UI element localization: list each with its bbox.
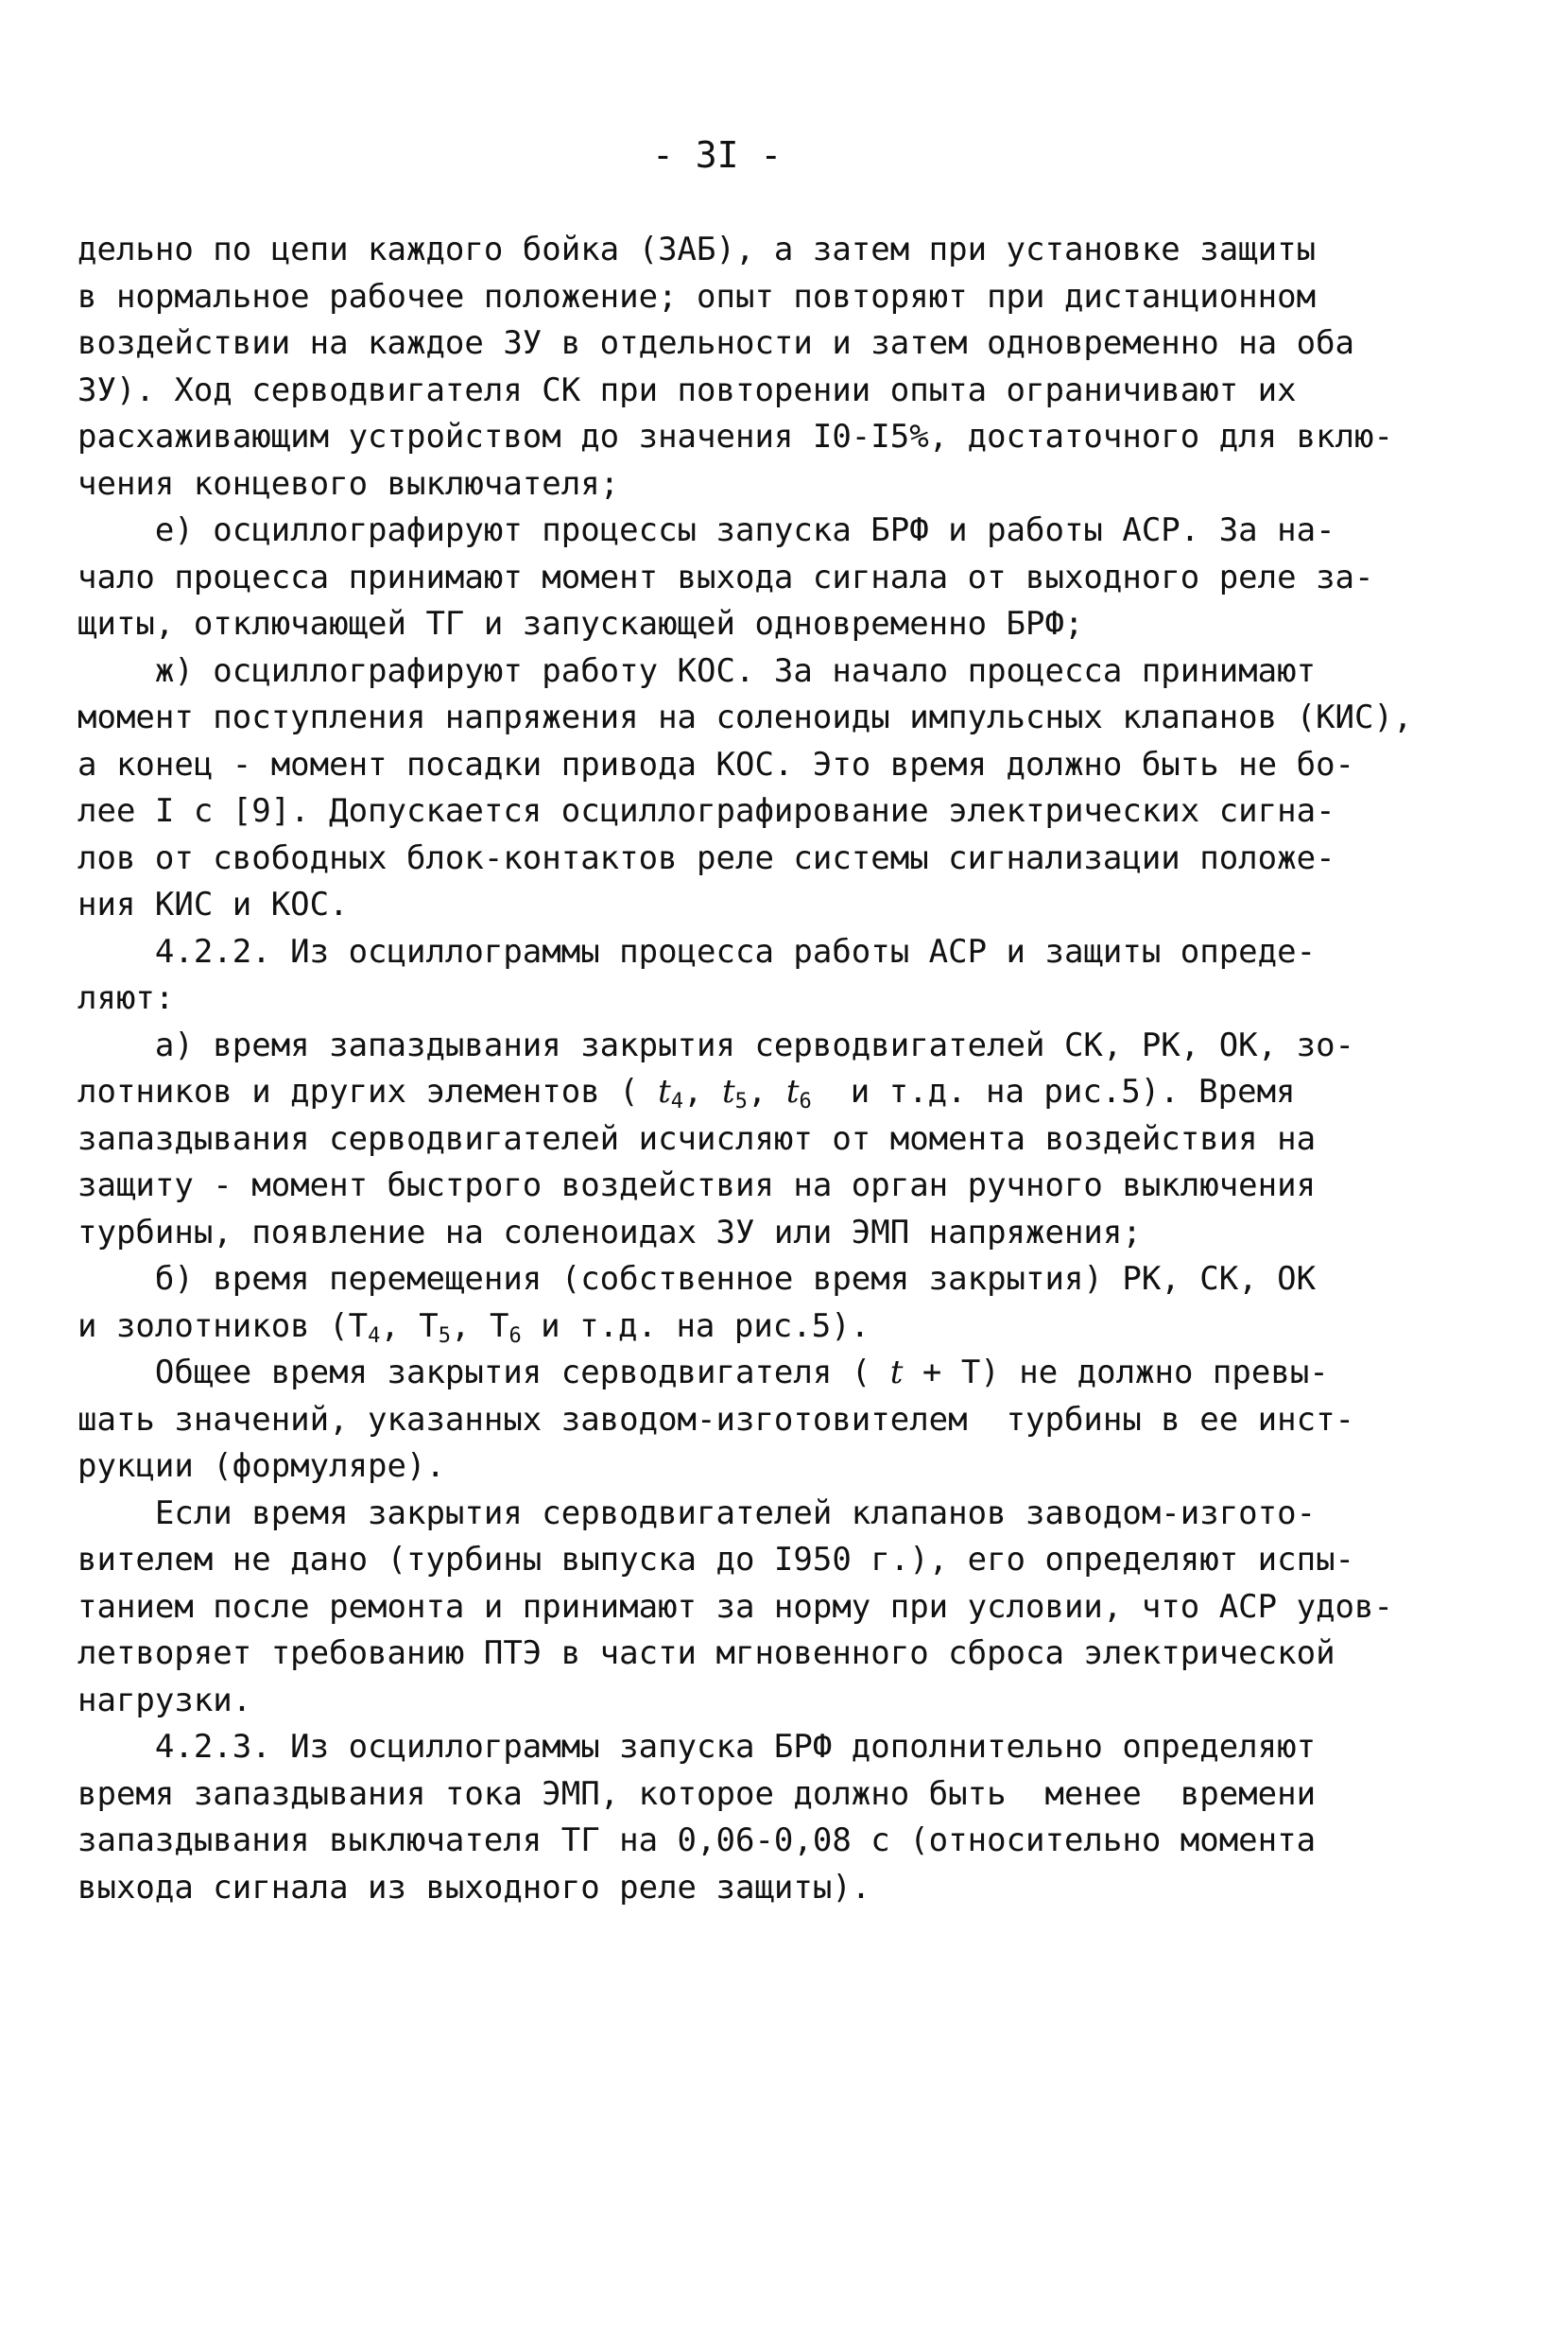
text-line: в нормальное рабочее положение; опыт повторяют при дистанционном — [78, 277, 1317, 316]
text-line: запаздывания выключателя ТГ на 0,06-0,08 с (относительно момента — [78, 1821, 1317, 1859]
t-subscript: 5 — [734, 1090, 748, 1113]
text-line: лее I с [9]. Допускается осциллографирование электрических сигна- — [78, 792, 1335, 830]
text-line: 4.2.3. Из осциллограммы запуска БРФ дополнительно определяют — [78, 1728, 1317, 1766]
text-line: лов от свободных блок-контактов реле системы сигнализации положе- — [78, 838, 1335, 877]
t-symbol: t — [658, 1073, 671, 1111]
text-fragment: Общее время закрытия серводвигателя ( — [78, 1354, 890, 1391]
T-subscript: 6 — [508, 1323, 522, 1348]
text-line: чения концевого выключателя; — [78, 464, 620, 503]
text-line: рукции (формуляре). — [78, 1447, 445, 1485]
text-line: момент поступления напряжения на соленоиды импульсных клапанов (КИС), — [78, 699, 1413, 736]
text-line: ЗУ). Ход серводвигателя СК при повторении опыта ограничивают их — [78, 371, 1297, 409]
T-symbol: Т — [419, 1306, 439, 1345]
text-line: а) время запаздывания закрытия серводвигателей СК, РК, ОК, зо- — [78, 1026, 1355, 1064]
text-line-total-time — [78, 1350, 1429, 1397]
text-line-T-symbols: и золотников ($Т_4$, $Т_5$, $Т_6$ и т.д. на рис.5). — [78, 1306, 870, 1348]
T-subscript: 4 — [368, 1323, 381, 1348]
text-line: воздействии на каждое ЗУ в отдельности и затем одновременно на оба — [78, 324, 1355, 362]
text-line: а конец - момент посадки привода КОС. Это время должно быть не бо- — [78, 745, 1355, 784]
T-symbol: Т — [348, 1306, 369, 1345]
t-symbol: t — [785, 1073, 800, 1111]
t-symbol: t — [889, 1354, 904, 1391]
text-line: нагрузки. — [78, 1681, 252, 1719]
text-line-t-symbols: лотников и других элементов ( $t_4$, $t_5$, $t_6$ и т.д. на рис.5). Время — [78, 1073, 1296, 1113]
text-fragment: лотников и других элементов ( — [78, 1073, 659, 1111]
body-text — [78, 227, 1429, 1911]
text-line: чало процесса принимают момент выхода сигнала от выходного реле за- — [78, 558, 1374, 596]
text-fragment: и т.д. на рис.5). — [521, 1306, 870, 1345]
text-line: время запаздывания тока ЭМП, которое должно быть менее времени — [78, 1774, 1317, 1813]
text-line: щиты, отключающей ТГ и запускающей одновременно БРФ; — [78, 605, 1084, 643]
text-line: выхода сигнала из выходного реле защиты). — [78, 1868, 871, 1907]
text-line: ж) осциллографируют работу КОС. За начало процесса принимают — [78, 651, 1317, 690]
text-fragment: и золотников ( — [78, 1306, 349, 1345]
text-line: шать значений, указанных заводом-изготовителем турбины в ее инст- — [78, 1400, 1355, 1439]
text-line: ляют: — [78, 979, 175, 1017]
T-subscript: 5 — [438, 1323, 451, 1348]
t-subscript: 4 — [670, 1090, 684, 1113]
text-line: ния КИС и КОС. — [78, 886, 349, 923]
text-line: расхаживающим устройством до значения I0-I5%, достаточного для вклю- — [78, 418, 1393, 456]
text-line: турбины, появление на соленоидах ЗУ или ЭМП напряжения; — [78, 1213, 1142, 1251]
text-line: запаздывания серводвигателей исчисляют от момента воздействия на — [78, 1119, 1317, 1158]
t-symbol: t — [721, 1073, 735, 1111]
T-symbol: Т — [489, 1306, 509, 1345]
text-line: вителем не дано (турбины выпуска до I950 г.), его определяют испы- — [78, 1541, 1355, 1579]
text-line: е) осциллографируют процессы запуска БРФ и работы АСР. За на- — [78, 511, 1335, 549]
text-fragment: + Т) не должно превы- — [903, 1354, 1329, 1391]
text-line: 4.2.2. Из осциллограммы процесса работы АСР и защиты опреде- — [78, 932, 1317, 971]
text-line: Если время закрытия серводвигателей клапанов заводом-изгото- — [78, 1493, 1317, 1532]
text-line: танием после ремонта и принимают за норму при условии, что АСР удов- — [78, 1587, 1393, 1626]
text-fragment: и т.д. на рис.5). Время — [811, 1073, 1296, 1111]
text-line: летворяет требованию ПТЭ в части мгновенного сброса электрической — [78, 1634, 1335, 1672]
text-line: дельно по цепи каждого бойка (ЗАБ), а затем при установке защиты — [78, 231, 1317, 268]
page-number: - 3I - — [652, 134, 783, 176]
text-line: защиту - момент быстрого воздействия на орган ручного выключения — [78, 1166, 1317, 1204]
text-line: б) время перемещения (собственное время закрытия) РК, СК, ОК — [78, 1260, 1317, 1298]
t-subscript: 6 — [799, 1090, 812, 1113]
